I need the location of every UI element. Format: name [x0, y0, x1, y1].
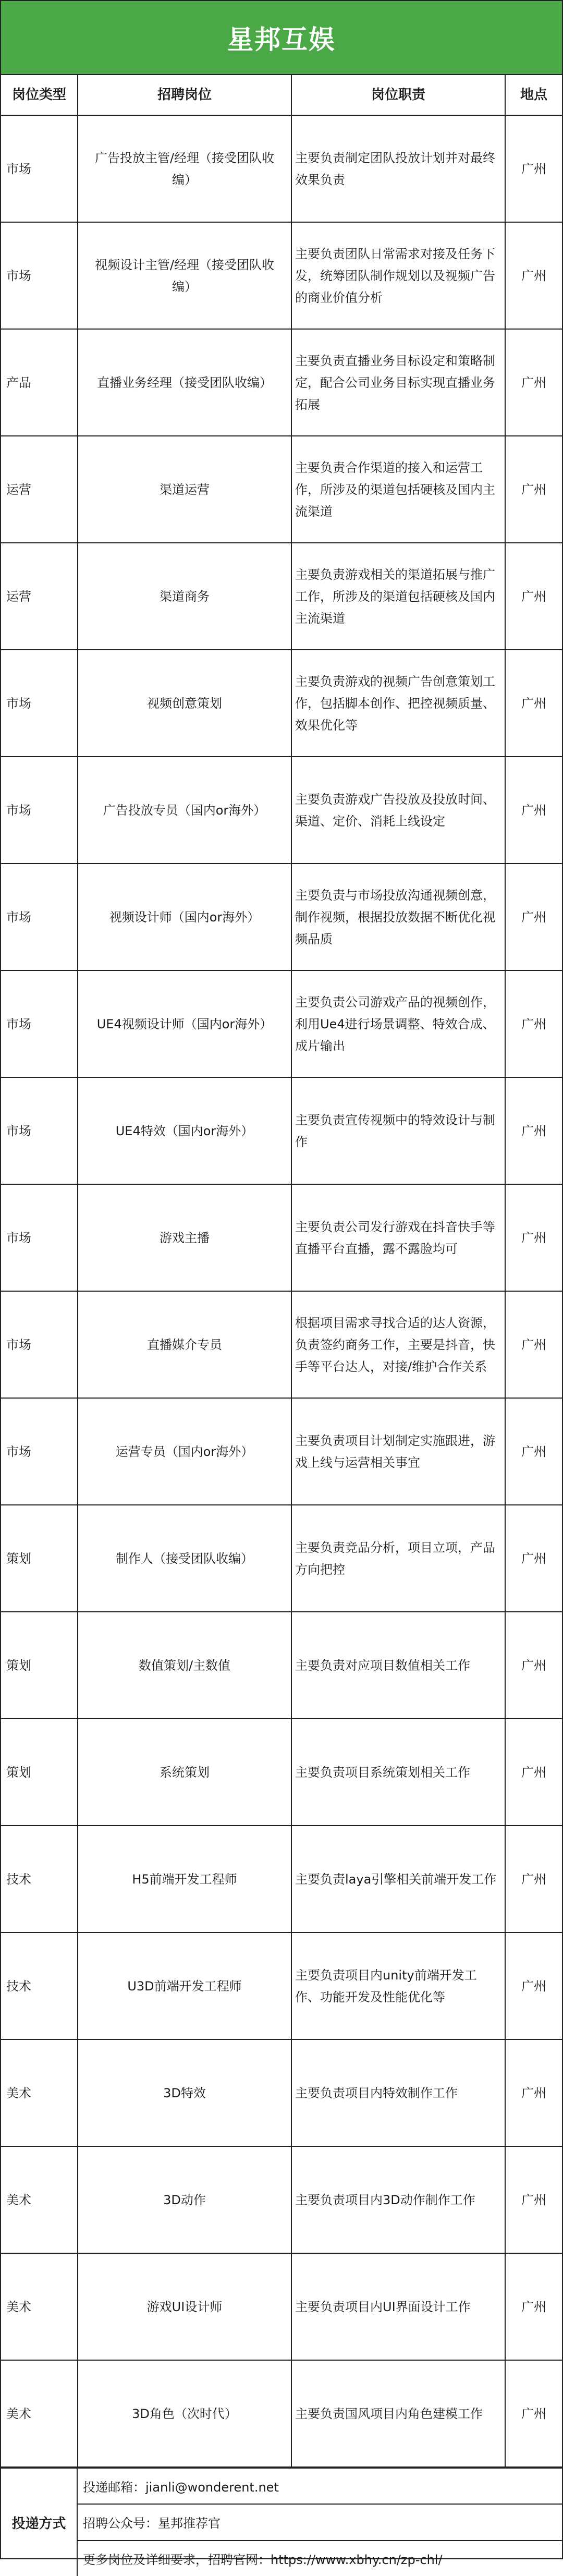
job-position: 广告投放专员（国内or海外） — [78, 757, 291, 864]
job-location: 广州 — [505, 1933, 562, 2039]
table-row — [1, 1184, 562, 1291]
table-row — [1, 1505, 562, 1612]
table-row — [1, 1291, 562, 1398]
table-row — [1, 1826, 562, 1933]
job-category: 技术 — [1, 1933, 78, 2039]
job-duty: 主要负责游戏的视频广告创意策划工作，包括脚本创作、把控视频质量、效果优化等 — [291, 650, 505, 757]
table-header-row — [1, 75, 562, 115]
job-position: U3D前端开发工程师 — [78, 1933, 291, 2039]
job-position: UE4特效（国内or海外） — [78, 1077, 291, 1184]
job-rows — [1, 115, 562, 2467]
table-row — [1, 864, 562, 970]
footer-website: 更多岗位及详细要求，招聘官网：https://www.xbhy.cn/zp-chl/ — [78, 2540, 562, 2576]
job-location: 广州 — [505, 2146, 562, 2253]
job-category: 运营 — [1, 543, 78, 650]
job-location: 广州 — [505, 1826, 562, 1933]
job-location: 广州 — [505, 1398, 562, 1505]
job-category: 市场 — [1, 222, 78, 329]
job-location: 广州 — [505, 2039, 562, 2146]
table-row — [1, 970, 562, 1077]
job-location: 广州 — [505, 757, 562, 864]
job-location: 广州 — [505, 2253, 562, 2360]
job-category: 市场 — [1, 115, 78, 222]
job-duty: 主要负责laya引擎相关前端开发工作 — [291, 1826, 505, 1933]
header-position: 招聘岗位 — [78, 75, 291, 115]
job-position: 3D特效 — [78, 2039, 291, 2146]
job-position: 3D角色（次时代） — [78, 2360, 291, 2467]
footer-lines — [78, 2469, 562, 2576]
job-duty: 主要负责项目内特效制作工作 — [291, 2039, 505, 2146]
job-location: 广州 — [505, 1291, 562, 1398]
job-position: UE4视频设计师（国内or海外） — [78, 970, 291, 1077]
job-location: 广州 — [505, 436, 562, 543]
job-duty: 主要负责宣传视频中的特效设计与制作 — [291, 1077, 505, 1184]
footer-email: 投递邮箱：jianli@wonderent.net — [83, 2480, 279, 2495]
job-position: 运营专员（国内or海外） — [78, 1398, 291, 1505]
table-row — [1, 757, 562, 864]
job-location: 广州 — [505, 115, 562, 222]
job-duty: 主要负责团队日常需求对接及任务下发，统筹团队制作规划以及视频广告的商业价值分析 — [291, 222, 505, 329]
table-row — [1, 2146, 562, 2253]
job-location: 广州 — [505, 1612, 562, 1719]
table-row — [1, 543, 562, 650]
table-row — [1, 436, 562, 543]
table-row — [1, 1612, 562, 1719]
job-duty: 主要负责国风项目内角色建模工作 — [291, 2360, 505, 2467]
job-category: 市场 — [1, 1077, 78, 1184]
job-duty: 主要负责项目内unity前端开发工作、功能开发及性能优化等 — [291, 1933, 505, 2039]
job-position: 系统策划 — [78, 1719, 291, 1826]
table-row — [1, 115, 562, 222]
table-row — [1, 1933, 562, 2039]
job-category: 策划 — [1, 1719, 78, 1826]
job-duty: 主要负责竞品分析，项目立项，产品方向把控 — [291, 1505, 505, 1612]
job-category: 产品 — [1, 329, 78, 436]
job-location: 广州 — [505, 1077, 562, 1184]
job-duty: 主要负责直播业务目标设定和策略制定，配合公司业务目标实现直播业务拓展 — [291, 329, 505, 436]
table-row — [1, 329, 562, 436]
job-location: 广州 — [505, 2360, 562, 2467]
table-row — [1, 1398, 562, 1505]
job-category: 美术 — [1, 2253, 78, 2360]
company-title: 星邦互娱 — [227, 25, 336, 55]
job-position: 广告投放主管/经理（接受团队收编） — [78, 115, 291, 222]
job-duty: 主要负责公司游戏产品的视频创作，利用Ue4进行场景调整、特效合成、成片输出 — [291, 970, 505, 1077]
job-category: 市场 — [1, 1291, 78, 1398]
job-position: 直播媒介专员 — [78, 1291, 291, 1398]
job-category: 美术 — [1, 2039, 78, 2146]
job-duty: 主要负责游戏相关的渠道拓展与推广工作，所涉及的渠道包括硬核及国内主流渠道 — [291, 543, 505, 650]
job-location: 广州 — [505, 222, 562, 329]
job-location: 广州 — [505, 650, 562, 757]
job-category: 市场 — [1, 1184, 78, 1291]
job-duty: 主要负责与市场投放沟通视频创意，制作视频，根据投放数据不断优化视频品质 — [291, 864, 505, 970]
job-duty: 主要负责合作渠道的接入和运营工作，所涉及的渠道包括硬核及国内主流渠道 — [291, 436, 505, 543]
job-category: 市场 — [1, 757, 78, 864]
job-position: 3D动作 — [78, 2146, 291, 2253]
job-location: 广州 — [505, 1184, 562, 1291]
job-location: 广州 — [505, 864, 562, 970]
job-duty: 主要负责项目系统策划相关工作 — [291, 1719, 505, 1826]
job-category: 市场 — [1, 650, 78, 757]
application-footer — [1, 2468, 562, 2576]
job-position: H5前端开发工程师 — [78, 1826, 291, 1933]
job-category: 市场 — [1, 970, 78, 1077]
job-location: 广州 — [505, 970, 562, 1077]
job-location: 广州 — [505, 1719, 562, 1826]
job-category: 技术 — [1, 1826, 78, 1933]
job-location: 广州 — [505, 1505, 562, 1612]
job-position: 视频设计师（国内or海外） — [78, 864, 291, 970]
job-position: 游戏UI设计师 — [78, 2253, 291, 2360]
table-row — [1, 2039, 562, 2146]
job-category: 美术 — [1, 2360, 78, 2467]
job-duty: 根据项目需求寻找合适的达人资源，负责签约商务工作，主要是抖音，快手等平台达人，对接/维护合作关系 — [291, 1291, 505, 1398]
job-position: 直播业务经理（接受团队收编） — [78, 329, 291, 436]
job-duty: 主要负责公司发行游戏在抖音快手等直播平台直播，露不露脸均可 — [291, 1184, 505, 1291]
job-location: 广州 — [505, 543, 562, 650]
footer-label: 投递方式 — [1, 2469, 78, 2576]
job-duty: 主要负责项目内UI界面设计工作 — [291, 2253, 505, 2360]
job-position: 渠道运营 — [78, 436, 291, 543]
job-position: 视频创意策划 — [78, 650, 291, 757]
job-duty: 主要负责制定团队投放计划并对最终效果负责 — [291, 115, 505, 222]
job-position: 渠道商务 — [78, 543, 291, 650]
job-duty: 主要负责项目计划制定实施跟进，游戏上线与运营相关事宜 — [291, 1398, 505, 1505]
jobs-table — [1, 75, 562, 2468]
table-row — [1, 222, 562, 329]
job-duty: 主要负责项目内3D动作制作工作 — [291, 2146, 505, 2253]
job-position: 视频设计主管/经理（接受团队收编） — [78, 222, 291, 329]
job-duty: 主要负责游戏广告投放及投放时间、渠道、定价、消耗上线设定 — [291, 757, 505, 864]
table-row — [1, 1077, 562, 1184]
table-row — [1, 2253, 562, 2360]
header-duty: 岗位职责 — [291, 75, 505, 115]
table-row — [1, 650, 562, 757]
table-row — [1, 1719, 562, 1826]
job-category: 运营 — [1, 436, 78, 543]
footer-wechat: 招聘公众号：星邦推荐官 — [78, 2504, 562, 2539]
job-category: 策划 — [1, 1505, 78, 1612]
header-location: 地点 — [505, 75, 562, 115]
header-category: 岗位类型 — [1, 75, 78, 115]
job-position: 数值策划/主数值 — [78, 1612, 291, 1719]
job-category: 策划 — [1, 1612, 78, 1719]
job-category: 美术 — [1, 2146, 78, 2253]
title-bar — [1, 1, 562, 75]
job-location: 广州 — [505, 329, 562, 436]
job-category: 市场 — [1, 864, 78, 970]
job-position: 制作人（接受团队收编） — [78, 1505, 291, 1612]
table-row — [1, 2360, 562, 2467]
job-duty: 主要负责对应项目数值相关工作 — [291, 1612, 505, 1719]
job-category: 市场 — [1, 1398, 78, 1505]
job-position: 游戏主播 — [78, 1184, 291, 1291]
